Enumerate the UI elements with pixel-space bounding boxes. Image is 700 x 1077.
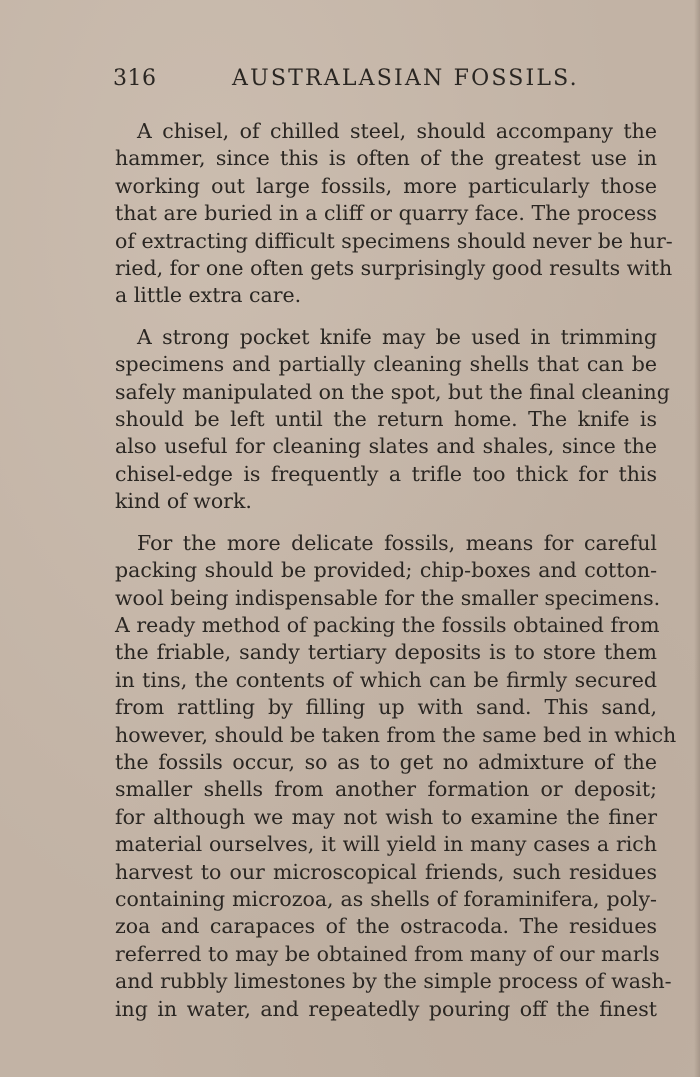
text-line: and rubbly limestones by the simple process of wash- (115, 969, 672, 994)
text-line: working out large fossils, more particularly those (115, 173, 657, 198)
text-line: safely manipulated on the spot, but the final cleaning (115, 379, 670, 404)
text-line: A chisel, of chilled steel, should accompany the (137, 119, 657, 143)
text-line: packing should be provided; chip-boxes and cotton- (115, 558, 657, 583)
text-line: in tins, the contents of which can be firmly secured (115, 667, 657, 692)
text-line: smaller shells from another formation or deposit; (115, 777, 657, 802)
running-title: AUSTRALASIAN FOSSILS. (232, 66, 579, 91)
text-line: ing in water, and repeatedly pouring off the finest (115, 996, 657, 1021)
text-line: specimens and partially cleaning shells that can be (115, 352, 657, 377)
text-line: wool being indispensable for the smaller specimens. (115, 585, 661, 610)
text-line: chisel-edge is frequently a trifle too thick for this (115, 461, 657, 486)
text-line: a little extra care. (115, 283, 302, 308)
text-line: that are buried in a cliff or quarry face. The process (115, 201, 657, 226)
text-line: zoa and carapaces of the ostracoda. The residues (115, 914, 657, 939)
text-line: the fossils occur, so as to get no admixture of the (115, 749, 657, 774)
page-header (113, 66, 658, 100)
text-line: containing microzoa, as shells of foraminifera, poly- (115, 886, 657, 911)
page-edge (694, 0, 700, 1077)
text-line: also useful for cleaning slates and shales, since the (115, 434, 657, 459)
text-line: referred to may be obtained from many of our marls (115, 941, 660, 966)
text-line: harvest to our microscopical friends, such residues (115, 859, 657, 884)
text-line: material ourselves, it will yield in many cases a rich (115, 832, 657, 857)
paragraph-chisel (115, 118, 673, 310)
page-number: 316 (113, 66, 157, 91)
text-line: ried, for one often gets surprisingly good results with (115, 256, 673, 281)
text-line: hammer, since this is often of the greatest use in (115, 146, 657, 171)
text-line: For the more delicate fossils, means for careful (137, 530, 657, 555)
text-line: from rattling by filling up with sand. This sand, (115, 695, 657, 720)
text-line: kind of work. (115, 489, 252, 514)
text-line: of extracting difficult specimens should never be hur- (115, 228, 673, 253)
text-line: however, should be taken from the same bed in which (115, 722, 677, 747)
paragraph-packing (115, 530, 677, 1023)
text-line: A ready method of packing the fossils obtained from (115, 612, 660, 637)
text-line: for although we may not wish to examine the finer (115, 804, 657, 829)
paragraph-knife (115, 324, 670, 516)
text-line: the friable, sandy tertiary deposits is to store them (115, 640, 657, 665)
text-line: should be left until the return home. The knife is (115, 407, 657, 432)
text-line: A strong pocket knife may be used in trimming (137, 324, 657, 349)
body-text (115, 118, 677, 1023)
